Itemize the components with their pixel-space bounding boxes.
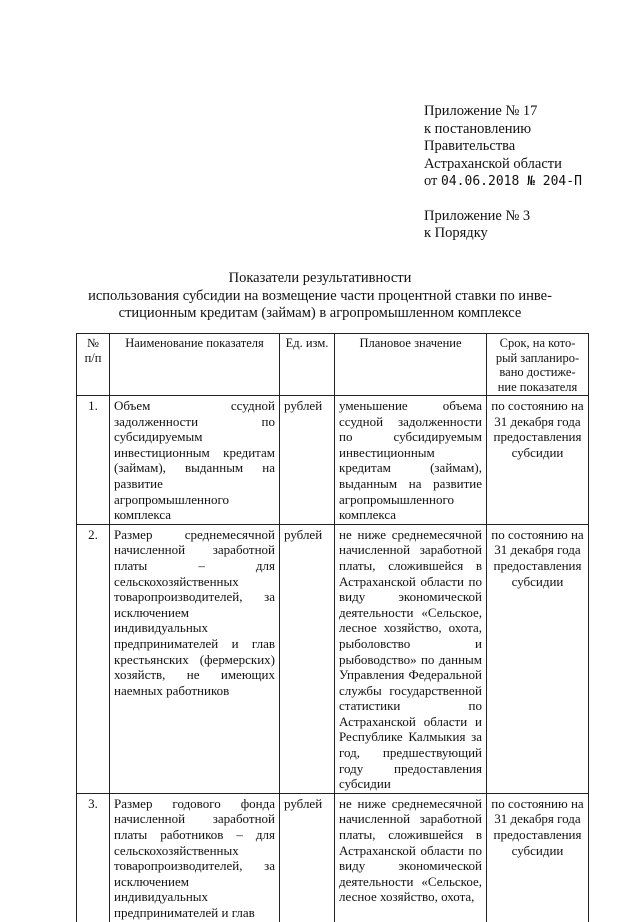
indicators-table — [76, 333, 589, 922]
appendix-government: Правительства — [424, 138, 516, 154]
row-planned-value: уменьшение объема ссудной задолженности по субсидируемым инвестиционным кредитам (займам), выданным на развитие агропромышленного комплекса — [335, 396, 487, 525]
title-line-1: Показатели результативности — [228, 270, 412, 286]
table-row — [77, 524, 589, 793]
header-deadline: Срок, на кото-рый запланиро-вано достиже-ние показателя — [487, 334, 589, 396]
row-indicator-name: Объем ссудной задолженности по субсидируемым инвестиционным кредитам (займам), выданным на развитие агропромышленного комплекса — [110, 396, 280, 525]
appendix-date-line — [424, 173, 582, 191]
row-planned-value: не ниже среднемесячной начисленной заработной платы, сложившейся в Астраханской области по виду экономической деятельности «Сельское, лесное хозяйство, охота, рыболовство и рыбоводство» по данным Управления Федеральной службы государственной статистики по Астраханской области и Республике Калмыкия за год, предшествующий году предоставления субсидии — [335, 524, 487, 793]
header-indicator-name: Наименование показателя — [110, 334, 280, 396]
row-indicator-name: Размер годового фонда начисленной заработной платы работников – для сельскохозяйственных товаропроизводителей, за исключением индивидуальных предпринимателей и глав — [110, 793, 280, 921]
header-unit: Ед. изм. — [280, 334, 335, 396]
title-line-2: использования субсидии на возмещение части процентной ставки по инве- — [88, 287, 552, 304]
appendix-region: Астраханской области — [424, 155, 562, 172]
header-planned-value: Плановое значение — [335, 334, 487, 396]
row-deadline: по состоянию на 31 декабря года предоставления субсидии — [487, 396, 589, 525]
row-deadline: по состоянию на 31 декабря года предоставления субсидии — [487, 793, 589, 921]
appendix-to-resolution: к постановлению — [424, 120, 532, 137]
row-planned-value: не ниже среднемесячной начисленной заработной платы, сложившейся в Астраханской области по виду экономической деятельности «Сельское, лесное хозяйство, охота, — [335, 793, 487, 921]
table-row — [77, 396, 589, 525]
row-deadline: по состоянию на 31 декабря года предоставления субсидии — [487, 524, 589, 793]
header-number: № п/п — [77, 334, 110, 396]
row-unit: рублей — [280, 396, 335, 525]
row-number: 1. — [77, 396, 110, 525]
row-unit: рублей — [280, 524, 335, 793]
appendix-block — [424, 103, 582, 243]
appendix-date-value: 04.06.2018 № 204-П — [441, 174, 582, 189]
appendix-date-prefix: от — [424, 173, 438, 189]
table-header-row — [77, 334, 589, 396]
table-row — [77, 793, 589, 921]
appendix-to-order: к Порядку — [424, 225, 488, 241]
row-unit: рублей — [280, 793, 335, 921]
row-number: 2. — [77, 524, 110, 793]
appendix-order-number: Приложение № 3 — [424, 207, 531, 224]
title-line-3: стиционным кредитам (займам) в агропромышленном комплексе — [118, 305, 522, 321]
appendix-number: Приложение № 17 — [424, 103, 538, 119]
row-indicator-name: Размер среднемесячной начисленной заработной платы – для сельскохозяйственных товаропроизводителей, за исключением индивидуальных предпринимателей и глав крестьянских (фермерских) хозяйств, не имеющих наемных работников — [110, 524, 280, 793]
document-title — [70, 270, 570, 323]
row-number: 3. — [77, 793, 110, 921]
